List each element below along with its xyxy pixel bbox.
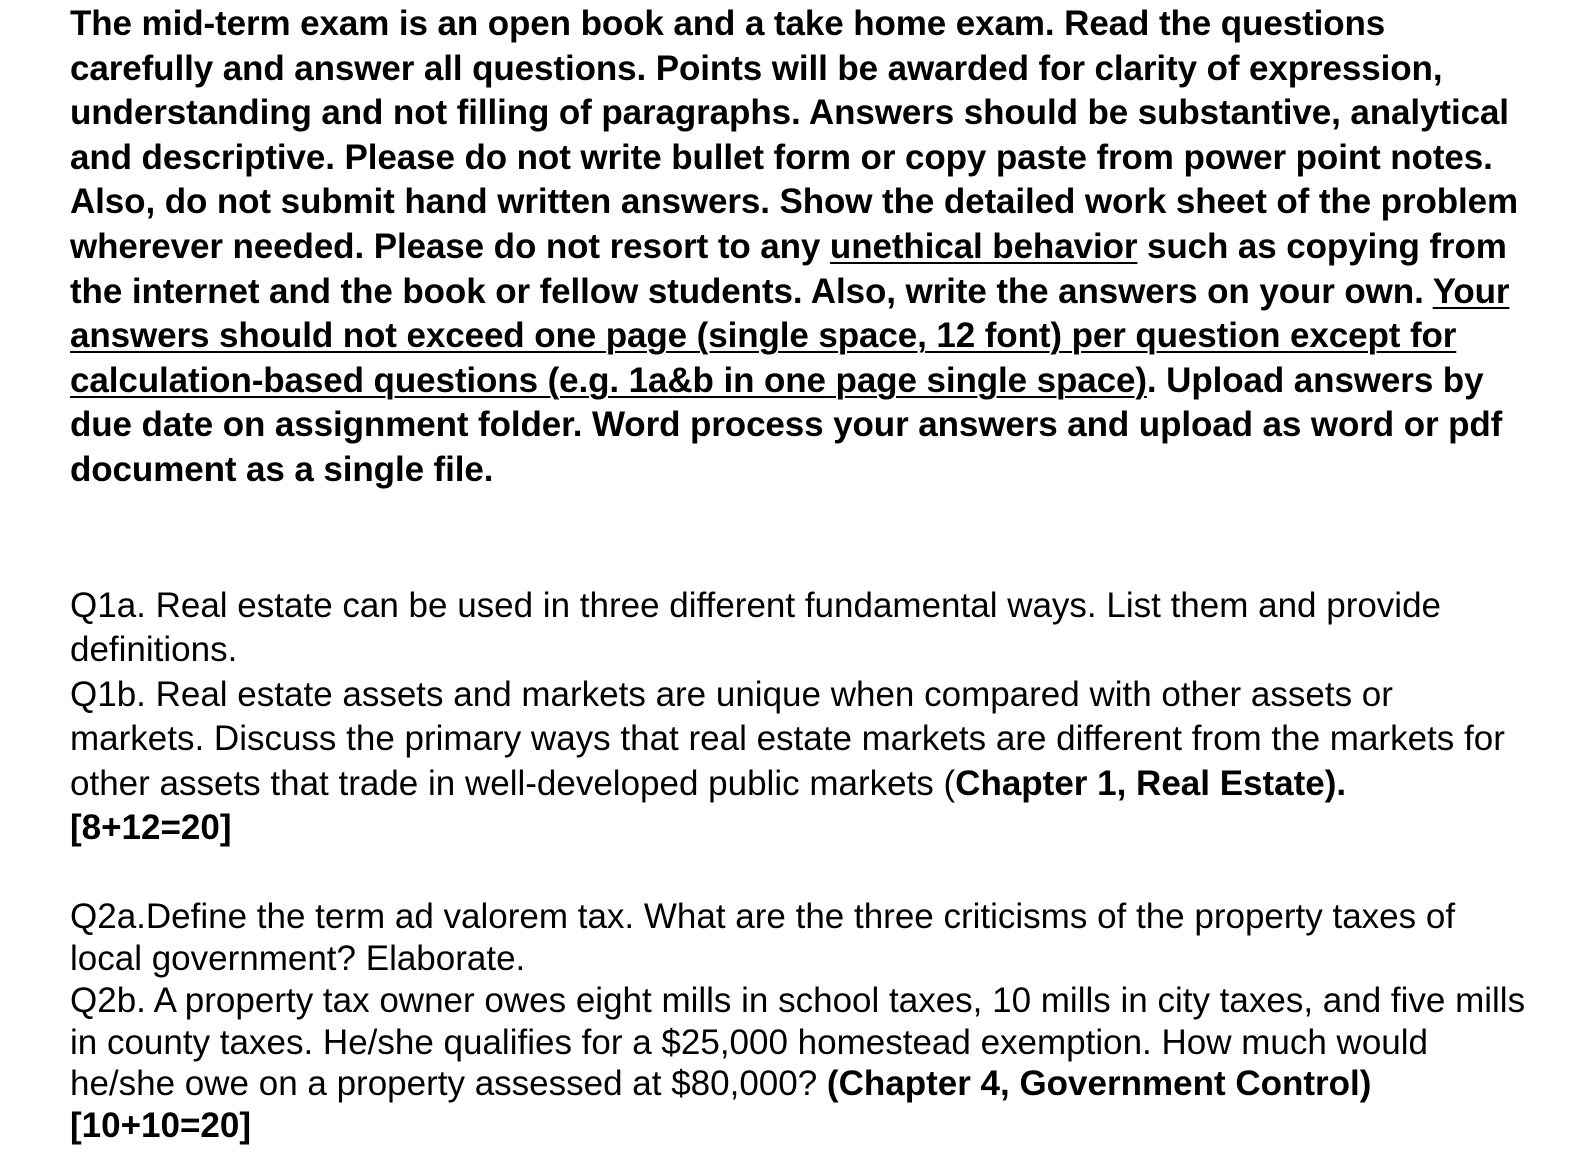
question-1-marks: [8+12=20] [70, 808, 232, 848]
question-2b [70, 980, 1530, 1146]
question-2a: Q2a.Define the term ad valorem tax. What are the three criticisms of the property taxes of local government? Elaborate. [70, 897, 1456, 978]
question-1a: Q1a. Real estate can be used in three different fundamental ways. List them and provide definitions. [70, 586, 1442, 670]
instructions-underline-page-limit: Your answers should not exceed one page (single space, 12 font) per question except for calculation-based questions (e.g. 1a&b in one page single space) [70, 271, 1510, 400]
question-2-marks: [10+10=20] [70, 1105, 251, 1145]
question-1b-chapter-ref: Chapter 1, Real Estate). [955, 763, 1347, 803]
instructions-text-1: The mid-term exam is an open book and a take home exam. Read the questions carefully and answer all questions. Points will be awarded for clarity of expression, understanding and not filling of paragraphs. Answers should be substantive, analytical and descriptive. Please do not write bullet form or copy paste from power point notes. Also, do not submit hand written answers. Show the detailed work sheet of the problem wherever needed. Please do not resort to any [70, 4, 1519, 266]
instructions-underline-unethical: unethical behavior [829, 226, 1138, 266]
exam-instructions [70, 0, 1530, 493]
question-1b-text: Q1b. Real estate assets and markets are unique when compared with other assets or markets. Discuss the primary ways that real estate markets are different from the markets for other assets that trade in well-developed public markets ( [70, 675, 1505, 803]
question-2b-chapter-ref: (Chapter 4, Government Control) [826, 1064, 1372, 1103]
question-2b-text: Q2b. A property tax owner owes eight mills in school taxes, 10 mills in city taxes, and five mills in county taxes. He/she qualifies for a $25,000 homestead exemption. How much would he/she owe on a property assessed at $80,000? [70, 981, 1526, 1103]
instructions-text-3: . Upload answers by due date on assignment folder. Word process your answers and upload as word or pdf document as a single file. [70, 360, 1503, 489]
instructions-text-2: such as copying from the internet and the book or fellow students. Also, write the answers on your own. [70, 226, 1507, 311]
question-1b [70, 673, 1530, 851]
exam-document [70, 0, 1530, 1145]
